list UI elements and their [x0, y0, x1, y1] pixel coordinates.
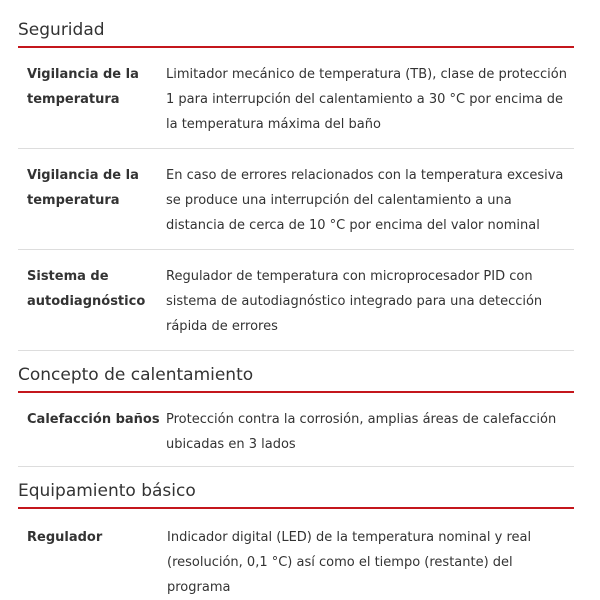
section-equipamiento-basico [18, 480, 574, 600]
spec-value: En caso de errores relacionados con la temperatura excesiva se produce una interrupción del calentamiento a una distancia de cerca de 10 °C por encima del valor nominal [166, 168, 564, 233]
spec-row [18, 250, 574, 351]
spec-label: Sistema de autodiagnóstico [27, 269, 146, 309]
spec-value: Regulador de temperatura con microprocesador PID con sistema de autodiagnóstico integrado para una detección rápida de errores [166, 269, 543, 334]
spec-value: Protección contra la corrosión, amplias áreas de calefacción ubicadas en 3 lados [166, 412, 557, 452]
section-title: Concepto de calentamiento [18, 364, 574, 393]
spec-label: Regulador [27, 530, 103, 545]
spec-row [18, 393, 574, 467]
section-seguridad [18, 19, 574, 351]
spec-label: Vigilancia de la temperatura [27, 67, 139, 107]
spec-row [18, 48, 574, 149]
section-title: Equipamiento básico [18, 480, 574, 509]
spec-label: Calefacción baños [27, 412, 160, 427]
spec-row [18, 149, 574, 250]
spec-value: Limitador mecánico de temperatura (TB), clase de protección 1 para interrupción del calentamiento a 30 °C por encima de la temperatura máxima del baño [166, 67, 567, 132]
section-concepto-calentamiento [18, 364, 574, 467]
spec-row [18, 509, 574, 600]
spec-value: Indicador digital (LED) de la temperatura nominal y real (resolución, 0,1 °C) así como el tiempo (restante) del programa [167, 530, 532, 595]
spec-label: Vigilancia de la temperatura [27, 168, 139, 208]
section-title: Seguridad [18, 19, 574, 48]
